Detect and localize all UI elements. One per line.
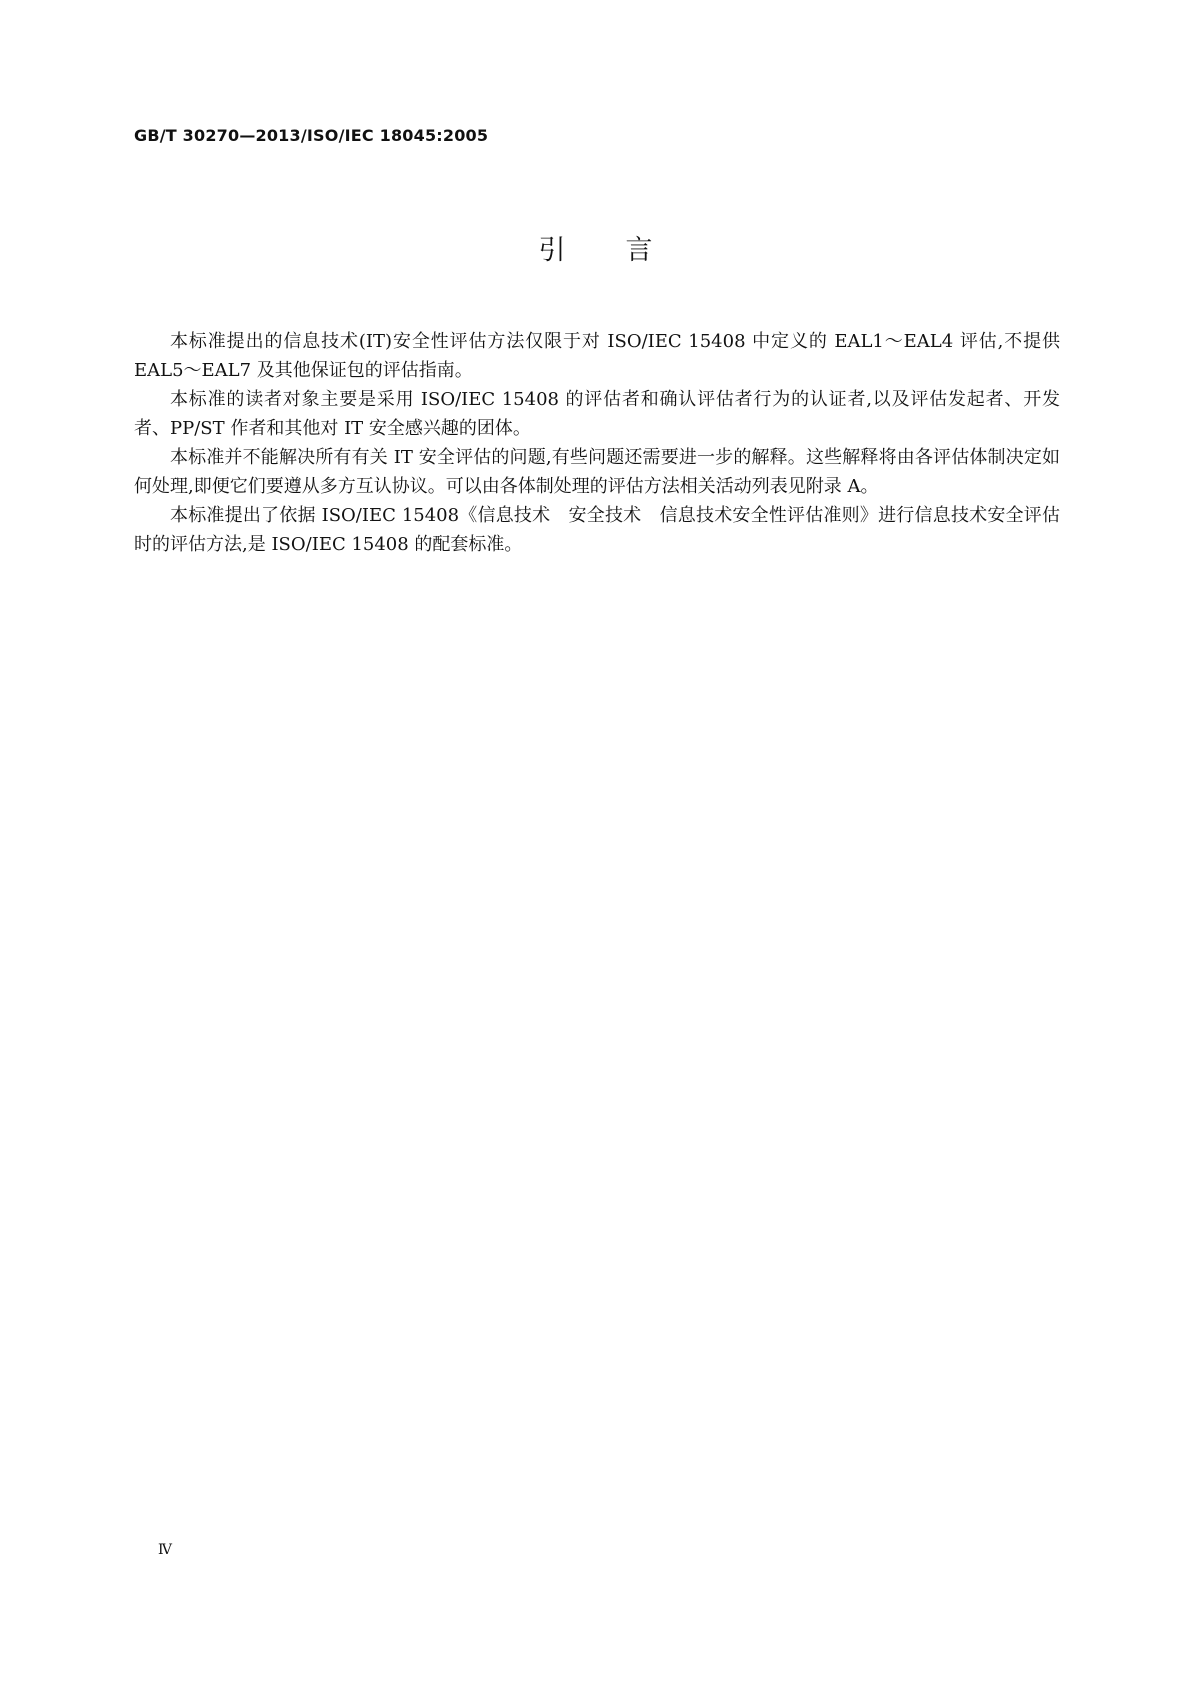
document-code: GB/T 30270—2013/ISO/IEC 18045:2005 bbox=[134, 126, 489, 145]
paragraph-2: 本标准的读者对象主要是采用 ISO/IEC 15408 的评估者和确认评估者行为的认证者,以及评估发起者、开发者、PP/ST 作者和其他对 IT 安全感兴趣的团体。 bbox=[134, 389, 1060, 439]
body-text bbox=[134, 327, 1060, 559]
paragraph-4: 本标准提出了依据 ISO/IEC 15408《信息技术 安全技术 信息技术安全性评估准则》进行信息技术安全评估时的评估方法,是 ISO/IEC 15408 的配套标准。 bbox=[134, 505, 1060, 555]
paragraph-1: 本标准提出的信息技术(IT)安全性评估方法仅限于对 ISO/IEC 15408 中定义的 EAL1～EAL4 评估,不提供 EAL5～EAL7 及其他保证包的评估指南。 bbox=[134, 331, 1060, 381]
paragraph-3: 本标准并不能解决所有有关 IT 安全评估的问题,有些问题还需要进一步的解释。这些解释将由各评估体制决定如何处理,即便它们要遵从多方互认协议。可以由各体制处理的评估方法相关活动列表见附录 A。 bbox=[134, 447, 1060, 497]
page-number: Ⅳ bbox=[158, 1542, 172, 1558]
section-title: 引言 bbox=[538, 235, 713, 266]
